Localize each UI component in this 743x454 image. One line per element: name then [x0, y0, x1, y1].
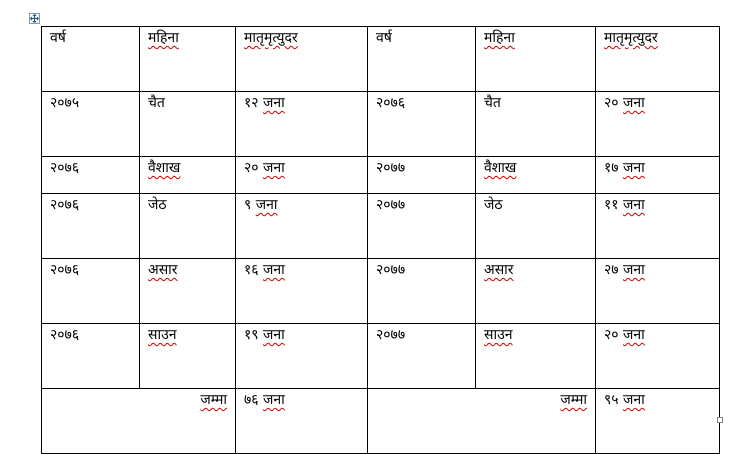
- year-cell[interactable]: २०७६: [42, 324, 140, 389]
- count-cell[interactable]: १९ जना: [236, 324, 368, 389]
- table-resize-handle-icon[interactable]: [717, 417, 723, 423]
- year-cell[interactable]: २०७६: [42, 259, 140, 324]
- month-cell[interactable]: चैत: [140, 92, 236, 157]
- table-row: [42, 324, 720, 389]
- header-cell-month[interactable]: महिना: [140, 27, 236, 92]
- month-cell[interactable]: साउन: [476, 324, 596, 389]
- year-cell[interactable]: २०७५: [42, 92, 140, 157]
- month-cell[interactable]: जेठ: [476, 194, 596, 259]
- header-cell-maternal-mortality[interactable]: मातृमृत्युदर: [596, 27, 720, 92]
- table-row: [42, 92, 720, 157]
- total-count-cell[interactable]: ७६ जना: [236, 389, 368, 454]
- year-cell[interactable]: २०७७: [368, 157, 476, 194]
- count-cell[interactable]: २० जना: [596, 324, 720, 389]
- count-cell[interactable]: २७ जना: [596, 259, 720, 324]
- total-count-cell[interactable]: ९५ जना: [596, 389, 720, 454]
- count-cell[interactable]: २० जना: [596, 92, 720, 157]
- table-row: [42, 194, 720, 259]
- month-cell[interactable]: असार: [476, 259, 596, 324]
- count-cell[interactable]: १७ जना: [596, 157, 720, 194]
- header-row: [42, 27, 720, 92]
- header-cell-year[interactable]: वर्ष: [368, 27, 476, 92]
- month-cell[interactable]: वैशाख: [476, 157, 596, 194]
- month-cell[interactable]: जेठ: [140, 194, 236, 259]
- header-cell-month[interactable]: महिना: [476, 27, 596, 92]
- count-cell[interactable]: २० जना: [236, 157, 368, 194]
- table-move-handle-icon[interactable]: [29, 13, 40, 24]
- month-cell[interactable]: वैशाख: [140, 157, 236, 194]
- year-cell[interactable]: २०७७: [368, 194, 476, 259]
- total-label-cell[interactable]: जम्मा: [42, 389, 236, 454]
- year-cell[interactable]: २०७७: [368, 259, 476, 324]
- total-label-cell[interactable]: जम्मा: [368, 389, 596, 454]
- month-cell[interactable]: साउन: [140, 324, 236, 389]
- month-cell[interactable]: चैत: [476, 92, 596, 157]
- table-row: [42, 259, 720, 324]
- count-cell[interactable]: ११ जना: [596, 194, 720, 259]
- maternal-mortality-table: [41, 26, 720, 454]
- header-cell-year[interactable]: वर्ष: [42, 27, 140, 92]
- count-cell[interactable]: १२ जना: [236, 92, 368, 157]
- year-cell[interactable]: २०७७: [368, 324, 476, 389]
- year-cell[interactable]: २०७६: [42, 194, 140, 259]
- totals-row: [42, 389, 720, 454]
- count-cell[interactable]: १६ जना: [236, 259, 368, 324]
- count-cell[interactable]: ९ जना: [236, 194, 368, 259]
- table-row: [42, 157, 720, 194]
- month-cell[interactable]: असार: [140, 259, 236, 324]
- year-cell[interactable]: २०७६: [42, 157, 140, 194]
- year-cell[interactable]: २०७६: [368, 92, 476, 157]
- header-cell-maternal-mortality[interactable]: मातृमृत्युदर: [236, 27, 368, 92]
